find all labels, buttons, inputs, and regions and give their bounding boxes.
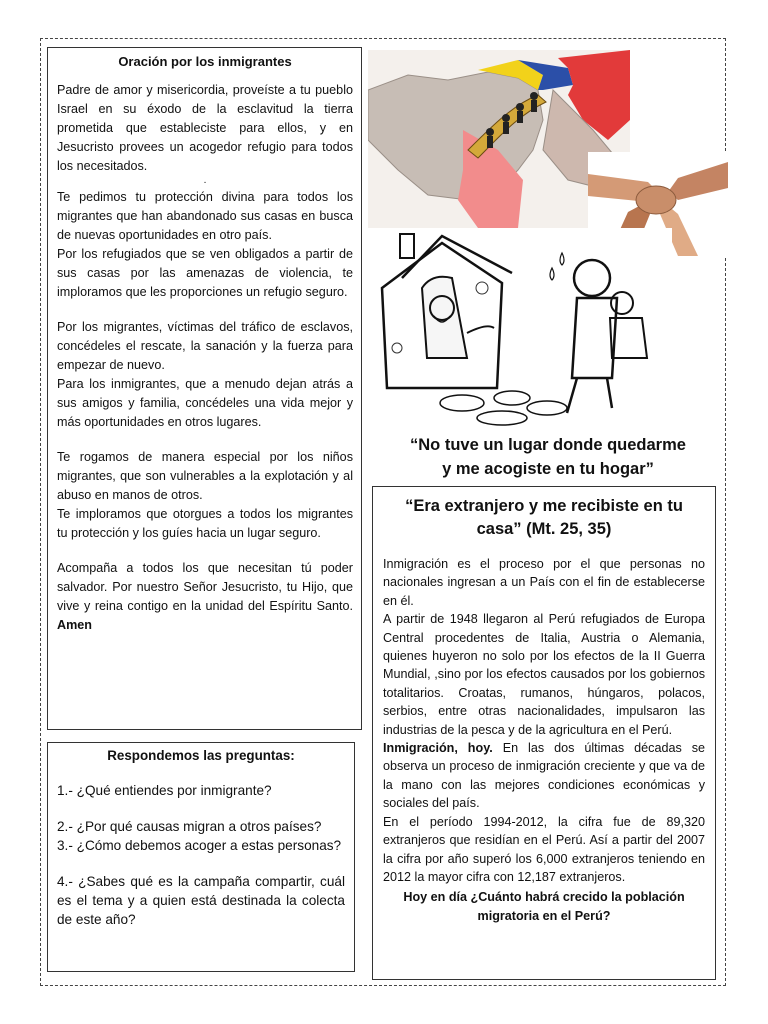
question-1: 1.- ¿Qué entiendes por inmigrante? — [57, 783, 272, 798]
question-2: 2.- ¿Por qué causas migran a otros países? — [57, 819, 322, 834]
questions-box — [47, 742, 355, 972]
immigration-info-box — [372, 486, 716, 980]
questions-title: Respondemos las preguntas: — [107, 748, 295, 763]
prayer-title: Oración por los inmigrantes — [118, 54, 292, 69]
prayer-paragraph-8 — [57, 559, 353, 635]
prayer-closing-text: Acompaña a todos los que necesitan tú poder salvador. Por nuestro Señor Jesucristo, tu Hijo, que vive y reina contigo en la unidad del Espíritu Santo. — [57, 561, 353, 613]
info-paragraph-2: A partir de 1948 llegaron al Perú refugiados de Europa Central procedentes de Italia, Austria o Alemania, quienes huyeron no solo por los efectos de la II Guerra Mundial, ,sino por los efectos causados por los gobiernos totalitarios. Croatas, rumanos, húngaros, polacos, serbios, entre otras nacionalidades, impulsaron las industrias de la pesca y de la agricultura en el Perú. — [383, 612, 705, 737]
info-closing-question: Hoy en día ¿Cuánto habrá crecido la población migratoria en el Perú? — [403, 890, 685, 923]
info-paragraph-3 — [383, 739, 705, 813]
info-subheading: Inmigración, hoy. — [383, 741, 493, 756]
prayer-paragraph-2: Te pedimos tu protección divina para todos los migrantes que han abandonado sus casas en busca de nuevas oportunidades en otro país. — [57, 190, 353, 242]
info-paragraph-4: En el período 1994-2012, la cifra fue de 89,320 extranjeros que residían en el Perú. Así a partir del 2007 la cifra por año superó los 6,000 extranjeros teniendo en 2012 la mayor cifra con 12,187 extranjeros. — [383, 814, 705, 884]
welcoming-house-cartoon — [372, 228, 672, 428]
caption-line-1: “No tuve un lugar donde quedarme — [410, 436, 686, 454]
illustration-caption — [376, 433, 720, 481]
prayer-paragraph-1: Padre de amor y misericordia, proveíste a tu pueblo Israel en su éxodo de la esclavitud la tierra prometida que estableciste para ellos, y en Jesucristo provees un acogedor refugio para todos los necesitados. — [57, 83, 353, 173]
question-3: 3.- ¿Cómo debemos acoger a estas personas? — [57, 838, 342, 853]
prayer-box — [47, 47, 362, 730]
prayer-paragraph-6: Te rogamos de manera especial por los niños migrantes, que son vulnerables a la explotación y al abuso en manos de otros. — [57, 450, 353, 502]
prayer-dot: . — [203, 175, 207, 186]
info-title: “Era extranjero y me recibiste en tu casa” (Mt. 25, 35) — [405, 497, 683, 538]
question-4: 4.- ¿Sabes qué es la campaña compartir, cuál es el tema y a quien está destinada la colecta de este año? — [57, 874, 345, 927]
prayer-amen: Amen — [57, 618, 92, 632]
prayer-paragraph-7: Te imploramos que otorgues a todos los migrantes tu protección y los guíes hacia un lugar seguro. — [57, 507, 353, 540]
prayer-paragraph-3: Por los refugiados que se ven obligados a partir de sus casas por las amenazas de violencia, te imploramos que les proporciones un refugio seguro. — [57, 247, 353, 299]
info-paragraph-3-text: En las dos últimas décadas se observa un proceso de inmigración creciente y que va de la mano con las mejores condiciones económicas y sociales del país. — [383, 741, 705, 811]
prayer-paragraph-4: Por los migrantes, víctimas del tráfico de esclavos, concédeles el rescate, la sanación y la fuerza para empezar de nuevo. — [57, 320, 353, 372]
info-paragraph-1: Inmigración es el proceso por el que personas no nacionales ingresan a un País con el fin de establecerse en él. — [383, 557, 705, 608]
prayer-paragraph-5: Para los inmigrantes, que a menudo dejan atrás a sus amigos y familia, concédeles una vida mejor y más oportunidades en otros lugares. — [57, 377, 353, 429]
caption-line-2: y me acogiste en tu hogar” — [442, 460, 654, 478]
